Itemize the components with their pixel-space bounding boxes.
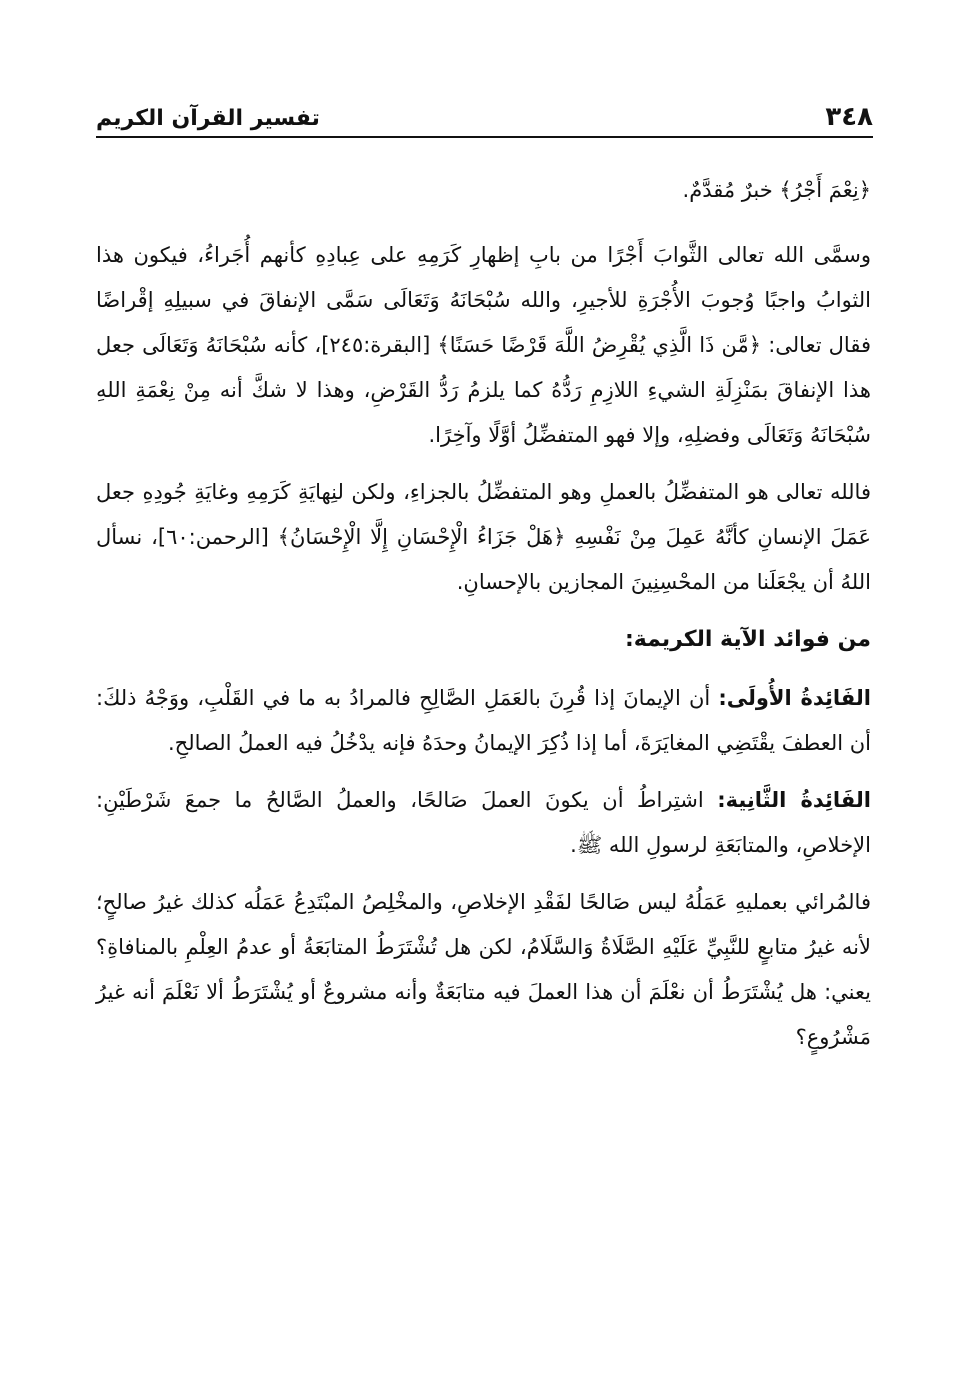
benefit-2 [96,778,871,868]
closing-paragraph: فالمُرائي بعمليهِ عَمَلُهُ ليس صَالحًا لفَقْدِ الإخلاصِ، والمخْلِصُ المبْتَدِعُ عَمَلُه كذلك غيرُ صالحٍ؛ لأنه غيرُ متابعٍ للنَّبِيِّ عَلَيْهِ الصَّلَاةُ وَالسَّلَامُ، لكن هل تُشْتَرَطُ المتابَعَةُ أو عدمُ العِلْمِ بالمنافاةِ؟ يعني: هل يُشْتَرَطُ أن نعْلَمَ أن هذا العملَ فيه متابَعَةٌ وأنه مشروعٌ أو يُشْتَرَطُ ألا نَعْلَمَ أنه غيرُ مَشْرُوعٍ؟ [96,890,871,1049]
page-header [96,92,873,138]
benefit-2-lead: الفَائِدةُ الثَّانِية: [717,788,871,812]
paragraph-2: وسمَّى الله تعالى الثَّوابَ أَجْرًا من بابِ إظهارِ كَرَمِهِ على عِبادِهِ كأنهم أُجَراءُ، فيكون هذا الثوابُ واجبًا وُجوبَ الأُجْرَةِ للأجيرِ، والله سُبْحَانَهُ وَتَعَالَى سَمَّى الإنفاقَ في سبيلِهِ إقْراضًا فقال تعالى: ﴿مَّن ذَا الَّذِي يُقْرِضُ اللَّهَ قَرْضًا حَسَنًا﴾ [البقرة:٢٤٥]، كأنه سُبْحَانَهُ وَتَعَالَى جعل هذا الإنفاقَ بمَنْزِلَةِ الشيءِ اللازِمِ رَدُّهُ كما يلزمُ رَدُّ القَرْضِ، وهذا لا شكَّ أنه مِنْ نِعْمَةِ اللهِ سُبْحَانَهُ وَتَعَالَى وفضلِهِ، وإلا فهو المتفضِّلُ أوَّلًا وآخِرًا. [96,243,871,447]
page-number: ٣٤٨ [825,102,873,132]
section-heading: من فوائد الآية الكريمة: [624,627,871,652]
paragraph-3: فالله تعالى هو المتفضِّلُ بالعملِ وهو المتفضِّلُ بالجزاءِ، ولكن لنِهايَةِ كَرَمِهِ وغايَةِ جُودِهِ جعل عَمَلَ الإنسانِ كأنَّهُ عَمِلَ مِنْ نَفْسِهِ ﴿هَلْ جَزَاءُ الْإِحْسَانِ إِلَّا الْإِحْسَانُ﴾ [الرحمن:٦٠]، نسأل اللهُ أن يجْعَلَنا من المحْسِنِينَ المجازين بالإحسانِ. [96,480,872,594]
benefit-1-lead: الفَائِدةُ الأُولَى: [718,686,871,710]
benefit-1-text: أن الإيمانَ إذا قُرِنَ بالعَمَلِ الصَّالِحِ فالمرادُ به ما في القَلْبِ، ووَجْهُ ذلكَ: أن العطفَ يقْتَضِي المغايَرَةَ، أما إذا ذُكِرَ الإيمانُ وحدَهُ فإنه يدْخُلُ فيه العملُ الصالحِ. [96,686,871,755]
paragraph-1: ﴿نِعْمَ أَجْرُ﴾ خبرٌ مُقدَّمٌ. [682,178,871,202]
page-body [96,168,871,1072]
benefit-1 [96,676,871,766]
book-title: تفسير القرآن الكريم [96,106,320,131]
benefit-2-text: اشتِراطُ أن يكونَ العملَ صَالحًا، والعملُ الصَّالحُ ما جمعَ شَرْطَيْنِ: الإخلاصِ، والمتابَعَةِ لرسولِ الله ﷺ. [96,788,871,857]
